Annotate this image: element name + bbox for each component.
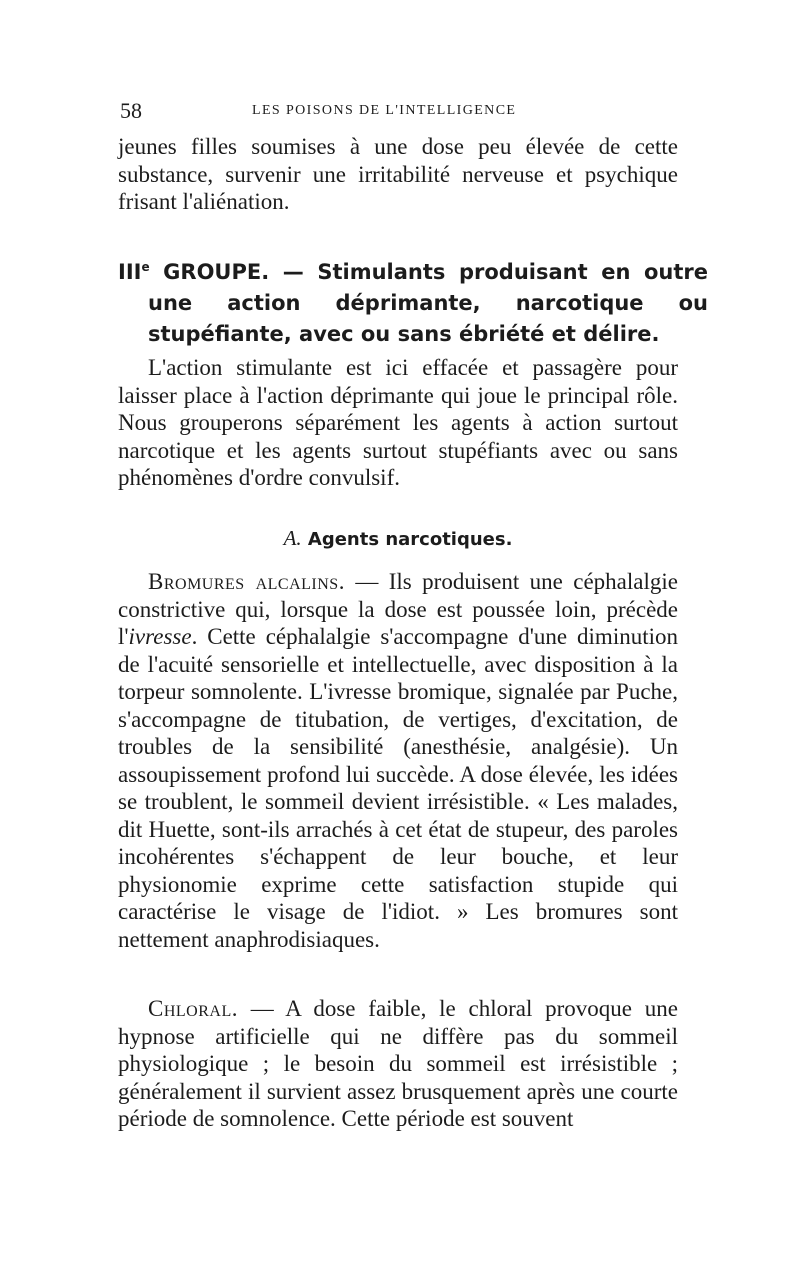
bromures-text-1: — Ils produisent une céphalalgie constrictive qui, lorsque la dose est poussée loin, précède l': [118, 569, 678, 649]
group-heading-label: GROUPE. — Stimulants produisant en outre une action déprimante, narcotique ou stupéfiante, avec ou sans ébriété et délire.: [148, 260, 708, 346]
chloral-lead: Chloral.: [148, 996, 238, 1021]
bromures-italic: ivresse: [128, 624, 192, 649]
group-numeral-superscript: e: [141, 260, 150, 274]
page-header: [120, 96, 680, 126]
page-number: 58: [120, 98, 142, 123]
sub-heading: [118, 523, 678, 555]
group-numeral: III: [118, 260, 142, 284]
group-heading: [118, 252, 708, 350]
bromures-paragraph: [118, 568, 678, 953]
running-title: LES POISONS DE L'INTELLIGENCE: [252, 103, 517, 118]
chloral-paragraph: [118, 995, 678, 1133]
sub-heading-letter: A.: [283, 526, 302, 550]
chloral-text: — A dose faible, le chloral provoque une hypnose artificielle qui ne diffère pas du sommeil physiologique ; le besoin du sommeil est irrésistible ; généralement il survient assez brusquement après une courte période de somnolence. Cette période est souvent: [118, 996, 678, 1131]
group-paragraph: L'action stimulante est ici effacée et passagère pour laisser place à l'action déprimante qui joue le principal rôle. Nous grouperons séparément les agents à action surtout narcotique et les agents surtout stupéfiants avec ou sans phénomènes d'ordre convulsif.: [118, 355, 678, 490]
bromures-lead: Bromures alcalins.: [148, 569, 345, 594]
bromures-text-2: . Cette céphalalgie s'accompagne d'une diminution de l'acuité sensorielle et intellectuelle, avec disposition à la torpeur somnolente. L'ivresse bromique, signalée par Puche, s'accompagne de titubation, de vertiges, d'excitation, de troubles de la sensibilité (anesthésie, analgésie). Un assoupissement profond lui succède. A dose élevée, les idées se troublent, le sommeil devient irrésistible. « Les malades, dit Huette, sont-ils arrachés à cet état de stupeur, des paroles incohérentes s'échappent de leur bouche, et leur physionomie exprime cette satisfaction stupide qui caractérise le visage de l'idiot. » Les bromures sont nettement anaphrodisiaques.: [118, 624, 678, 952]
sub-heading-label: Agents narcotiques.: [301, 529, 513, 550]
intro-paragraph: jeunes filles soumises à une dose peu élevée de cette substance, survenir une irritabilité nerveuse et psychique frisant l'aliénation.: [118, 134, 678, 214]
